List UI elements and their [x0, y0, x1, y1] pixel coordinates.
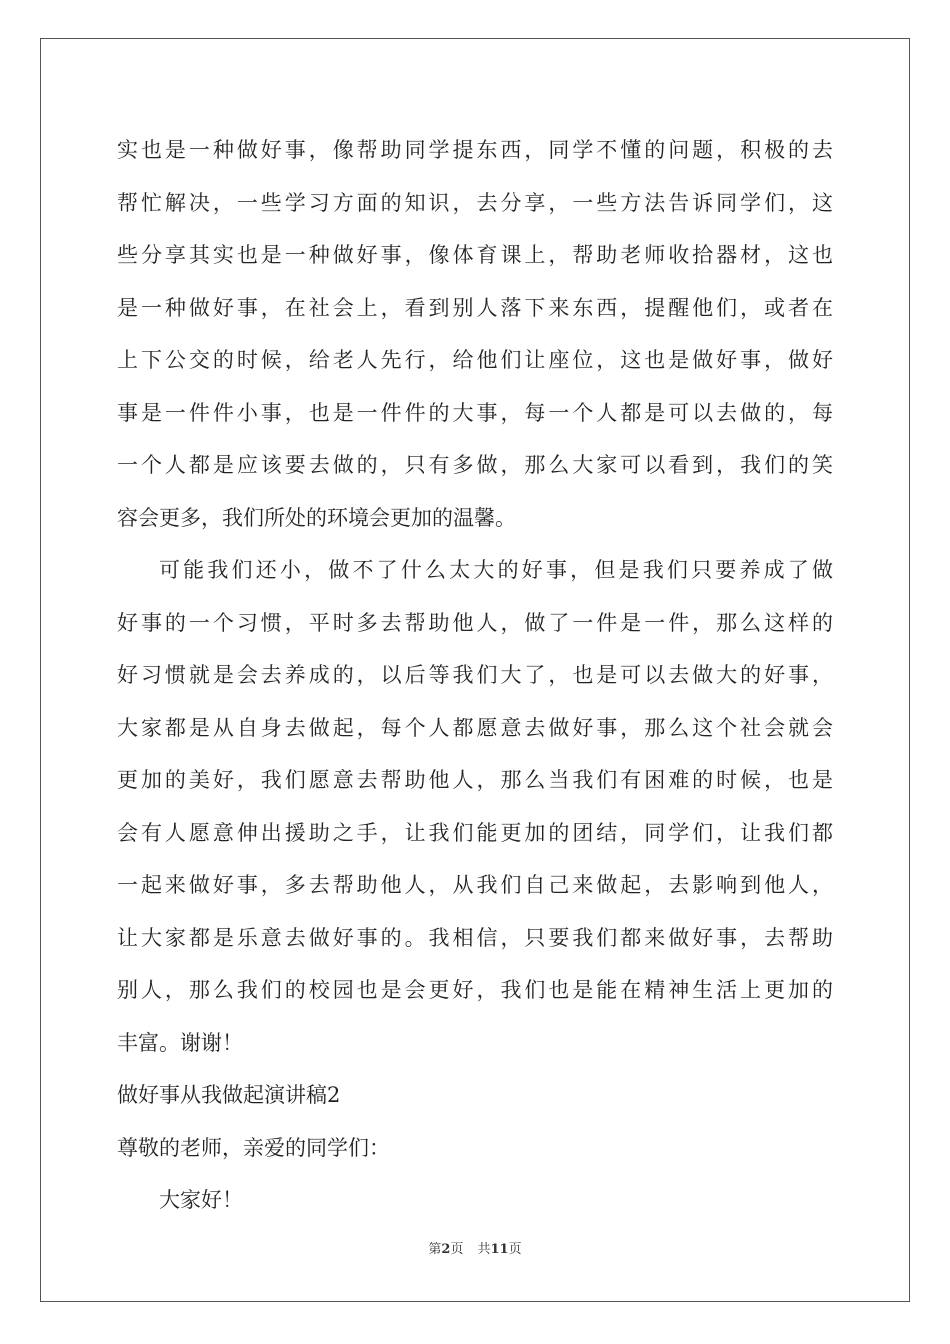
text-line: 会有人愿意伸出援助之手，让我们能更加的团结，同学们，让我们都 — [117, 820, 833, 845]
text-line: 容会更多，我们所处的环境会更加的温馨。 — [117, 505, 516, 530]
page-total: 11 — [490, 1242, 509, 1257]
text-line: 帮忙解决，一些学习方面的知识，去分享，一些方法告诉同学们，这 — [117, 190, 833, 215]
text-line: 好习惯就是会去养成的，以后等我们大了，也是可以去做大的好事， — [117, 663, 833, 687]
text-line: 可能我们还小，做不了什么太大的好事，但是我们只要养成了做 — [159, 558, 833, 582]
total-prefix: 共 — [477, 1242, 491, 1257]
text-line: 上下公交的时候，给老人先行，给他们让座位，这也是做好事，做好 — [117, 348, 833, 372]
page-unit: 页 — [450, 1242, 464, 1257]
text-line: 一起来做好事，多去帮助他人，从我们自己来做起，去影响到他人， — [117, 873, 833, 897]
salutation: 尊敬的老师，亲爱的同学们： — [117, 1135, 390, 1160]
text-line: 好事的一个习惯，平时多去帮助他人，做了一件是一件，那么这样的 — [117, 610, 833, 635]
text-line: 事是一件件小事，也是一件件的大事，每一个人都是可以去做的，每 — [117, 400, 833, 425]
page-footer — [0, 1238, 950, 1257]
text-line: 更加的美好，我们愿意去帮助他人，那么当我们有困难的时候，也是 — [117, 768, 833, 792]
greeting: 大家好！ — [159, 1188, 243, 1212]
total-unit: 页 — [508, 1242, 522, 1257]
text-line: 是一种做好事，在社会上，看到别人落下来东西，提醒他们，或者在 — [117, 295, 833, 320]
document-body — [117, 124, 833, 1227]
text-line: 大家都是从自身去做起，每个人都愿意去做好事，那么这个社会就会 — [117, 715, 833, 740]
page-current: 2 — [441, 1242, 451, 1257]
text-line: 实也是一种做好事，像帮助同学提东西，同学不懂的问题，积极的去 — [117, 138, 833, 162]
text-line: 一个人都是应该要去做的，只有多做，那么大家可以看到，我们的笑 — [117, 453, 833, 477]
text-line: 丰富。谢谢！ — [117, 1030, 243, 1055]
text-line: 些分享其实也是一种做好事，像体育课上，帮助老师收拾器材，这也 — [117, 243, 833, 267]
section-heading: 做好事从我做起演讲稿2 — [117, 1083, 341, 1107]
page-prefix: 第 — [428, 1242, 442, 1257]
text-line: 别人，那么我们的校园也是会更好，我们也是能在精神生活上更加的 — [117, 978, 833, 1002]
text-line: 让大家都是乐意去做好事的。我相信，只要我们都来做好事，去帮助 — [117, 925, 833, 950]
